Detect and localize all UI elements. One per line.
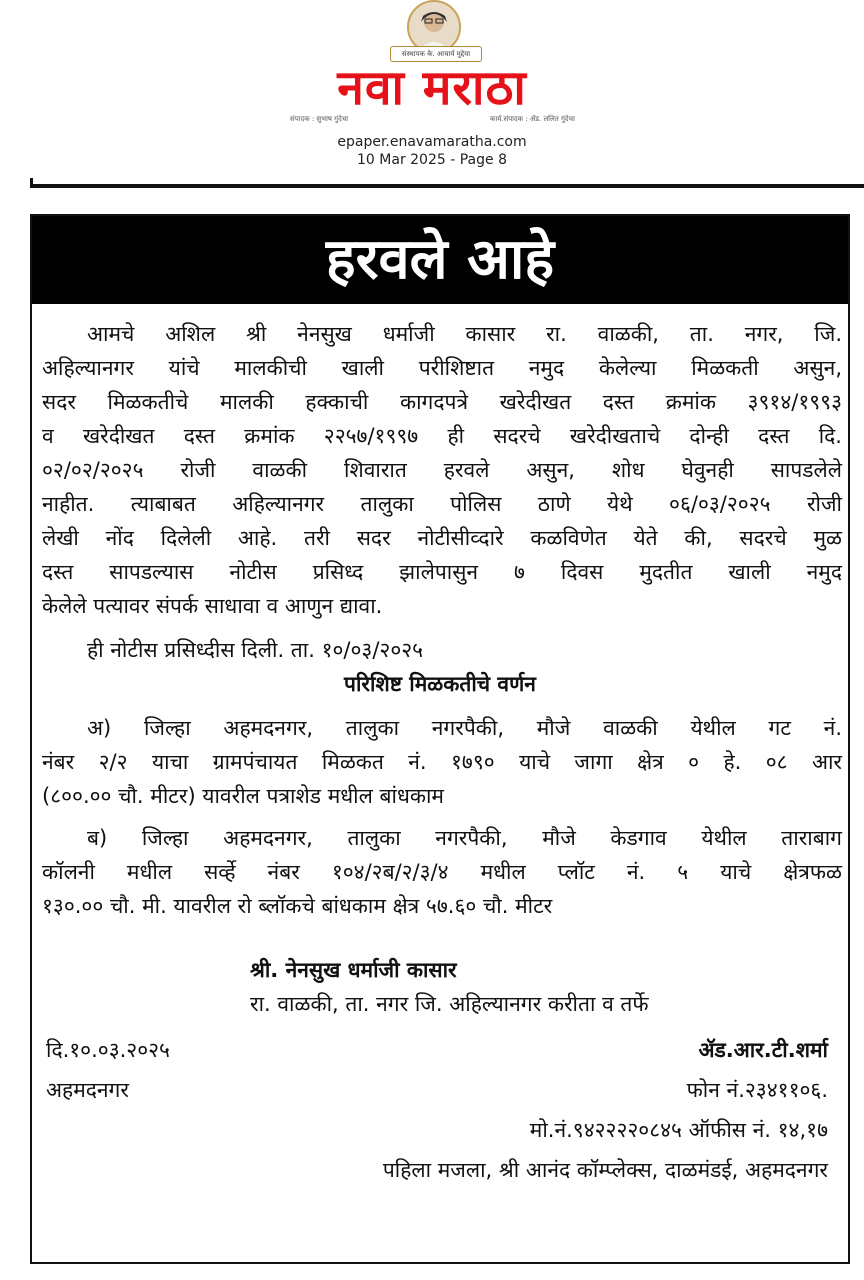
body-line: सदर मिळकतीचे मालकी हक्काची कागदपत्रे खरेदीखत दस्त क्रमांक ३९१४/१९९३ — [42, 390, 842, 414]
newspaper-logo: नवा मराठा — [337, 60, 527, 116]
phone-number: फोन नं.२३४११०६. — [686, 1078, 828, 1102]
date-page: 10 Mar 2025 - Page 8 — [357, 152, 507, 168]
body-line: दस्त सापडल्यास नोटीस प्रसिध्द झालेपासुन ७ दिवस मुदतीत खाली नमुद — [42, 560, 842, 584]
body-line: नाहीत. त्याबाबत अहिल्यानगर तालुका पोलिस ठाणे येथे ०६/०३/२०२५ रोजी — [42, 492, 842, 516]
headline: हरवले आहे — [325, 227, 555, 292]
item-b-line: कॉलनी मधील सर्व्हे नंबर १०४/२ब/२/३/४ मधील प्लॉट नं. ५ याचे क्षेत्रफळ — [42, 860, 842, 884]
item-a-line: (८००.०० चौ. मीटर) यावरील पत्राशेड मधील बांधकाम — [42, 784, 444, 808]
item-a-line: नंबर २/२ याचा ग्रामपंचायत मिळकत नं. १७९० याचे जागा क्षेत्र ० हे. ०८ आर — [42, 750, 842, 774]
office-address: पहिला मजला, श्री आनंद कॉम्प्लेक्स, दाळमंडई, अहमदनगर — [382, 1158, 828, 1182]
headline-bar — [32, 216, 848, 304]
body-line: अहिल्यानगर यांचे मालकीची खाली परीशिष्टात नमुद केलेल्या मिळकती असुन, — [42, 356, 842, 380]
editor-right: कार्य.संपादक : ॲड. ललित गुंदेचा — [490, 115, 575, 123]
body-line: व खरेदीखत दस्त क्रमांक २२५७/१९९७ ही सदरचे खरेदीखताचे दोन्ही दस्त दि. — [42, 424, 842, 448]
body-line: लेखी नोंद दिलेली आहे. तरी सदर नोटीसीव्दारे कळविणेत येते की, सदरचे मुळ — [42, 526, 842, 550]
advocate-name: ॲड.आर.टी.शर्मा — [698, 1038, 828, 1062]
publication-line: ही नोटीस प्रसिध्दीस दिली. ता. १०/०३/२०२५ — [87, 638, 424, 662]
lost-notice — [30, 214, 850, 1264]
item-b-line: ब) जिल्हा अहमदनगर, तालुका नगरपैकी, मौजे केडगाव येथील ताराबाग — [87, 826, 842, 850]
body-line: केलेले पत्यावर संपर्क साधावा व आणुन द्यावा. — [42, 594, 383, 618]
top-rule — [30, 178, 864, 188]
site-url[interactable]: epaper.enavamaratha.com — [337, 134, 527, 150]
body-line: ०२/०२/२०२५ रोजी वाळकी शिवारात हरवले असुन, शोध घेवुनही सापडलेले — [42, 458, 842, 482]
schedule-title: परिशिष्ट मिळकतीचे वर्णन — [344, 672, 536, 696]
item-a-line: अ) जिल्हा अहमदनगर, तालुका नगरपैकी, मौजे वाळकी येथील गट नं. — [87, 716, 842, 740]
mobile-office: मो.नं.९४२२२२०८४५ ऑफीस नं. १४,१७ — [529, 1118, 828, 1142]
masthead — [0, 0, 864, 168]
editor-left: संपादक : सुभाष गुंदेचा — [290, 115, 349, 123]
notice-date: दि.१०.०३.२०२५ — [46, 1038, 170, 1062]
body-line: आमचे अशिल श्री नेनसुख धर्माजी कासार रा. वाळकी, ता. नगर, जि. — [87, 322, 842, 346]
client-address: रा. वाळकी, ता. नगर जि. अहिल्यानगर करीता व तर्फे — [250, 992, 649, 1016]
client-name: श्री. नेनसुख धर्माजी कासार — [250, 958, 457, 982]
item-b-line: १३०.०० चौ. मी. यावरील रो ब्लॉकचे बांधकाम क्षेत्र ५७.६० चौ. मीटर — [42, 894, 553, 918]
place: अहमदनगर — [46, 1078, 129, 1102]
patron-ribbon: संस्थापक के. आचार्य मुद्देया — [390, 46, 482, 62]
